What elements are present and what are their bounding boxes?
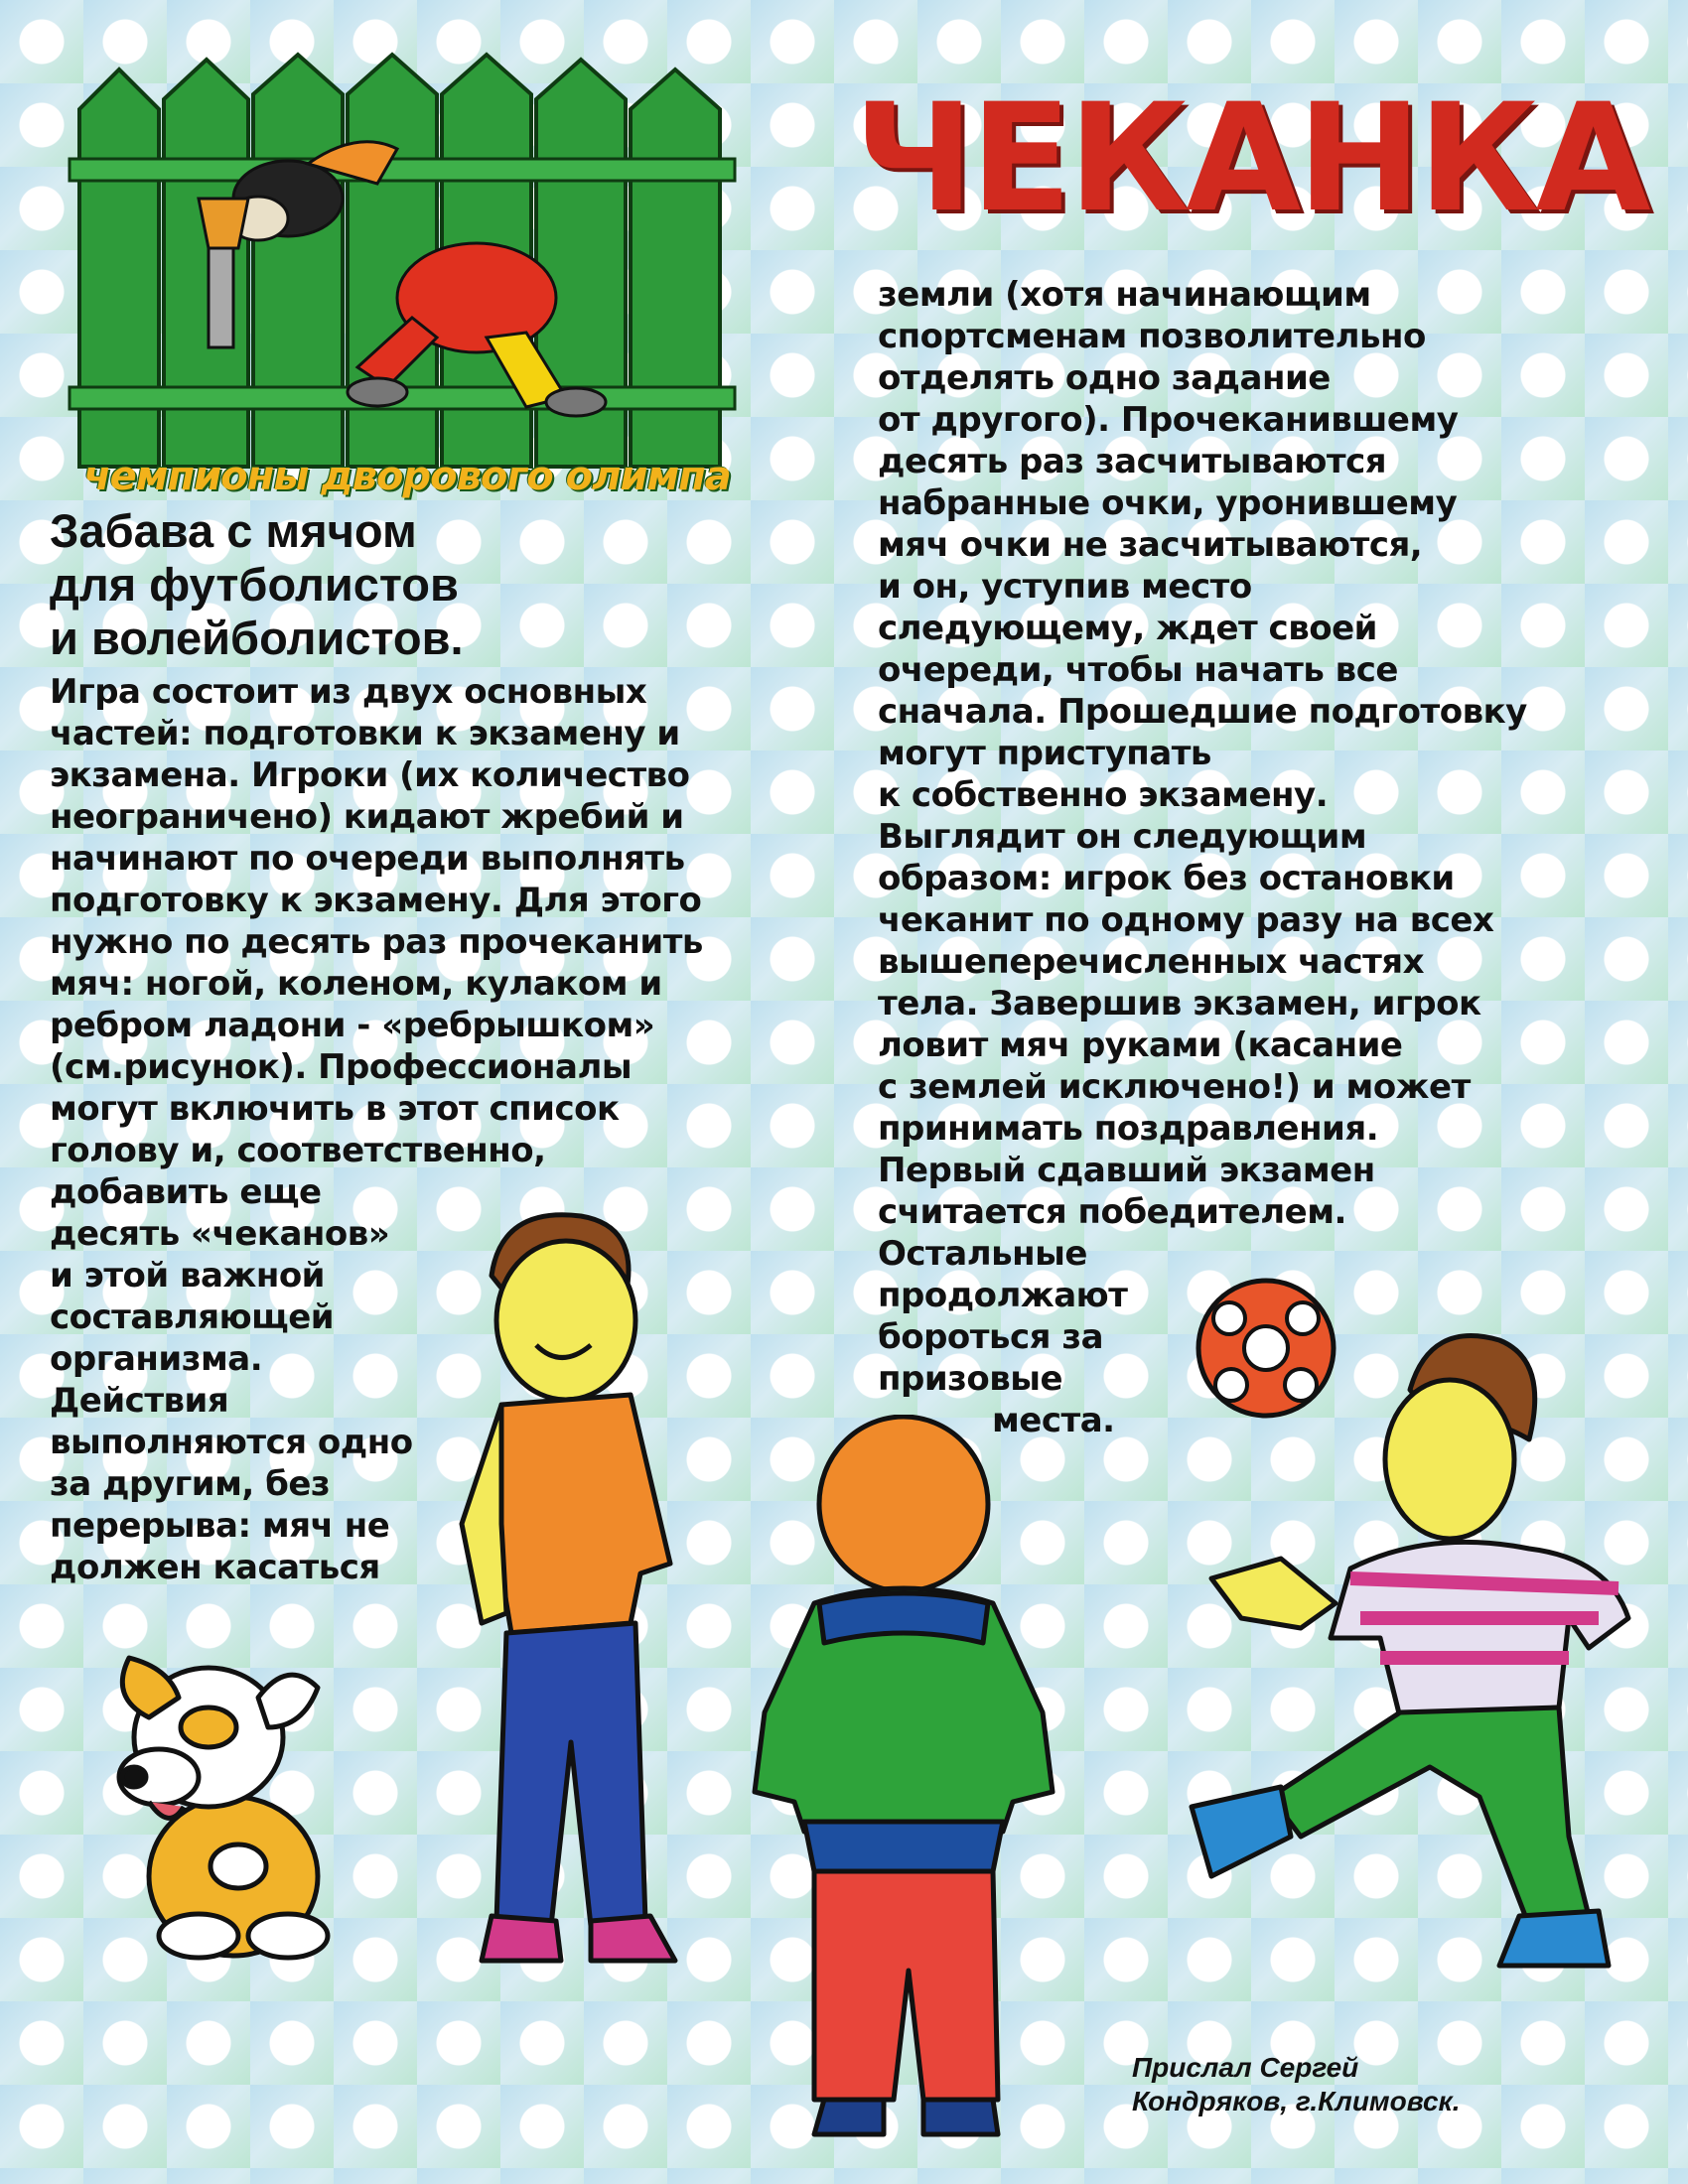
text-line: экзамена. Игроки (их количество [50,755,690,795]
text-line: организма. [50,1339,263,1379]
signature-line: Кондряков, г.Климовск. [1132,2086,1461,2116]
text-line: начинают по очереди выполнять [50,839,685,879]
text-line: составляющей [50,1297,335,1337]
page-title: ЧЕКАНКА [854,72,1647,245]
text-line: продолжают [878,1276,1128,1315]
text-line: и этой важной [50,1256,326,1296]
text-line: Игра состоит из двух основных [50,672,647,712]
text-line: чеканит по одному разу на всех [878,900,1494,940]
text-line: отделять одно задание [878,358,1331,398]
subtitle [50,504,566,665]
text-line: голову и, соответственно, [50,1131,546,1170]
text-line: набранные очки, уронившему [878,483,1458,523]
text-line: ребром ладони - «ребрышком» [50,1006,655,1045]
boy-green-sweater-illustration [735,1415,1072,2139]
text-line: десять «чеканов» [50,1214,390,1254]
text-line: земли (хотя начинающим [878,275,1371,315]
text-line: должен касаться [50,1548,380,1587]
text-line: нужно по десять раз прочеканить [50,922,703,962]
logo-caption: чемпионы дворового олимпа [83,454,731,499]
text-line: очереди, чтобы начать все [878,650,1398,690]
text-line: могут приступать [878,734,1211,773]
text-line: за другим, без [50,1464,331,1504]
text-line: могут включить в этот список [50,1089,620,1129]
text-line: от другого). Прочеканившему [878,400,1459,440]
text-line: (см.рисунок). Профессионалы [50,1047,633,1087]
text-line: образом: игрок без остановки [878,859,1455,898]
text-line: добавить еще [50,1172,322,1212]
text-line: Остальные [878,1234,1087,1274]
text-line: мяч очки не засчитываются, [878,525,1423,565]
text-line: неограничено) кидают жребий и [50,797,684,837]
boy-kicking-ball-illustration [1152,1320,1648,1995]
text-line: спортсменам позволительно [878,317,1426,356]
text-line: и он, уступив место [878,567,1252,607]
boy-orange-shirt-illustration [452,1206,700,1980]
subtitle-line: и волейболистов. [50,612,464,664]
text-line: с землей исключено!) и может [878,1067,1471,1107]
text-line: выполняются одно [50,1423,413,1462]
text-line: сначала. Прошедшие подготовку [878,692,1527,732]
author-signature [1132,2051,1461,2118]
text-line: следующему, ждет своей [878,609,1377,648]
text-line: к собственно экзамену. [878,775,1329,815]
text-line: десять раз засчитываются [878,442,1387,481]
text-line: Действия [50,1381,229,1421]
subtitle-line: Забава с мячом [50,504,417,557]
right-column-text [878,274,1527,1441]
fence-logo-icon [60,50,745,499]
text-line: считается победителем. [878,1192,1346,1232]
text-line: тела. Завершив экзамен, игрок [878,984,1481,1024]
text-line: призовые [878,1359,1063,1399]
text-line: подготовку к экзамену. Для этого [50,881,702,920]
text-line: ловит мяч руками (касание [878,1025,1403,1065]
text-line: места. [992,1401,1115,1440]
text-line: частей: подготовки к экзамену и [50,714,680,753]
text-line: принимать поздравления. [878,1109,1379,1149]
text-line: перерыва: мяч не [50,1506,390,1546]
text-line: Первый сдавший экзамен [878,1151,1375,1190]
text-line: вышеперечисленных частях [878,942,1425,982]
subtitle-line: для футболистов [50,558,459,611]
dog-illustration [89,1638,348,1976]
text-line: мяч: ногой, коленом, кулаком и [50,964,662,1004]
text-line: Выглядит он следующим [878,817,1367,857]
text-line: бороться за [878,1317,1104,1357]
signature-line: Прислал Сергей [1132,2052,1359,2083]
